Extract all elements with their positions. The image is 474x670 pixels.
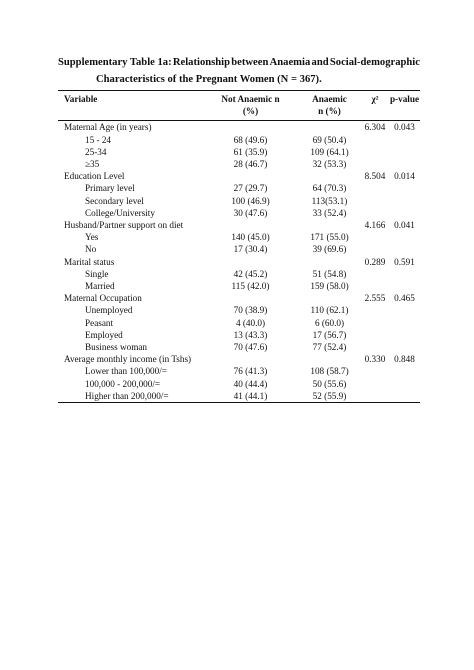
- cell-not-anaemic: 100 (46.9): [231, 195, 270, 206]
- cell-not-anaemic: [203, 353, 298, 365]
- cell-anaemic: [298, 353, 361, 365]
- table-row: [58, 195, 420, 207]
- table-row: [58, 304, 420, 316]
- table-row: [58, 134, 420, 146]
- cell-chi-square: [361, 207, 389, 219]
- cell-chi-square: 0.289: [364, 256, 386, 267]
- cell-anaemic: 6 (60.0): [314, 317, 345, 328]
- cell-variable: 100,000 - 200,000/=: [85, 378, 161, 389]
- cell-variable: Marital status: [64, 256, 115, 267]
- cell-chi-square: [361, 268, 389, 280]
- table-group-row: [58, 292, 420, 304]
- table-group-row: [58, 353, 420, 365]
- cell-not-anaemic: 28 (46.7): [233, 159, 268, 170]
- caption-word: Social-demographic: [329, 57, 420, 68]
- cell-variable: Single: [85, 268, 109, 279]
- header-anaemic: [298, 91, 361, 121]
- cell-chi-square: [361, 231, 389, 243]
- table-body: [58, 121, 420, 403]
- cell-not-anaemic: 61 (35.9): [233, 146, 268, 157]
- cell-chi-square: [361, 365, 389, 377]
- cell-p-value: [389, 182, 420, 194]
- cell-not-anaemic: 17 (30.4): [233, 244, 268, 255]
- cell-p-value: 0.465: [394, 293, 415, 304]
- cell-anaemic: 64 (70.3): [312, 183, 347, 194]
- cell-chi-square: 2.555: [364, 293, 386, 304]
- header-not-anaemic-line2: (%): [242, 106, 259, 117]
- cell-anaemic: [298, 121, 361, 134]
- cell-chi-square: 6.304: [364, 122, 386, 133]
- cell-chi-square: [361, 329, 389, 341]
- cell-variable: Unemployed: [85, 305, 133, 316]
- cell-chi-square: [361, 195, 389, 207]
- cell-p-value: [389, 158, 420, 170]
- cell-variable: Yes: [85, 232, 99, 243]
- cell-variable: Maternal Age (in years): [64, 122, 152, 133]
- cell-not-anaemic: 42 (45.2): [233, 268, 268, 279]
- cell-p-value: [389, 195, 420, 207]
- table-row: [58, 341, 420, 353]
- cell-variable: 15 - 24: [85, 134, 112, 145]
- table-row: [58, 182, 420, 194]
- cell-chi-square: [361, 341, 389, 353]
- caption-word: Relationship: [172, 57, 230, 68]
- cell-p-value: 0.848: [394, 354, 415, 365]
- cell-chi-square: [361, 317, 389, 329]
- cell-anaemic: 50 (55.6): [312, 378, 347, 389]
- cell-anaemic: 33 (52.4): [312, 207, 347, 218]
- cell-not-anaemic: [203, 219, 298, 231]
- cell-not-anaemic: [203, 292, 298, 304]
- header-not-anaemic-line1: Not Anaemic n: [221, 94, 280, 104]
- cell-not-anaemic: 76 (41.3): [233, 366, 268, 377]
- cell-chi-square: [361, 182, 389, 194]
- cell-p-value: 0.591: [394, 256, 415, 267]
- table-row: [58, 207, 420, 219]
- cell-anaemic: 39 (69.6): [312, 244, 347, 255]
- cell-variable: Lower than 100,000/=: [85, 366, 167, 377]
- header-not-anaemic: [203, 91, 298, 121]
- table-group-row: [58, 170, 420, 182]
- cell-variable: College/University: [85, 207, 155, 218]
- cell-anaemic: [298, 170, 361, 182]
- cell-not-anaemic: 27 (29.7): [233, 183, 268, 194]
- cell-p-value: [389, 329, 420, 341]
- cell-anaemic: [298, 256, 361, 268]
- caption-word: Anaemia: [269, 57, 311, 68]
- cell-variable: Business woman: [85, 342, 148, 353]
- cell-anaemic: 171 (55.0): [310, 232, 349, 243]
- cell-p-value: [389, 390, 420, 403]
- table-row: [58, 243, 420, 255]
- cell-anaemic: 52 (55.9): [298, 390, 361, 403]
- cell-anaemic: 32 (53.3): [312, 159, 347, 170]
- cell-anaemic: 17 (56.7): [312, 329, 347, 340]
- table-group-row: [58, 219, 420, 231]
- cell-p-value: [389, 134, 420, 146]
- cell-chi-square: [361, 158, 389, 170]
- cell-not-anaemic: 40 (44.4): [233, 378, 268, 389]
- cell-anaemic: 77 (52.4): [312, 342, 347, 353]
- table-group-row: [58, 121, 420, 134]
- cell-p-value: [389, 280, 420, 292]
- cell-chi-square: [361, 243, 389, 255]
- cell-not-anaemic: [203, 256, 298, 268]
- cell-variable: Maternal Occupation: [64, 293, 142, 304]
- cell-p-value: [389, 341, 420, 353]
- caption-word: and: [311, 57, 329, 68]
- table-row: [58, 365, 420, 377]
- cell-chi-square: 4.166: [364, 220, 386, 231]
- header-variable: Variable: [58, 91, 203, 121]
- cell-anaemic: 110 (62.1): [310, 305, 349, 316]
- cell-p-value: 0.041: [394, 220, 415, 231]
- cell-not-anaemic: [203, 170, 298, 182]
- cell-variable: No: [85, 244, 97, 255]
- caption-label: Supplementary Table 1a:: [58, 57, 172, 68]
- cell-variable: Secondary level: [85, 195, 144, 206]
- caption-line-1: [58, 54, 420, 71]
- cell-not-anaemic: 70 (47.6): [233, 342, 268, 353]
- cell-p-value: 0.043: [394, 122, 415, 133]
- table-row: [58, 317, 420, 329]
- cell-chi-square: 0.330: [364, 354, 386, 365]
- table-row: [58, 158, 420, 170]
- header-anaemic-line1: Anaemic: [312, 94, 347, 104]
- cell-p-value: [389, 304, 420, 316]
- cell-variable: ≥35: [85, 159, 100, 170]
- cell-p-value: [389, 231, 420, 243]
- table-row: [58, 268, 420, 280]
- cell-not-anaemic: [203, 121, 298, 134]
- caption-line-2: Characteristics of the Pregnant Women (N = 367).: [96, 74, 322, 85]
- cell-p-value: [389, 317, 420, 329]
- cell-p-value: [389, 146, 420, 158]
- cell-variable: 25-34: [85, 146, 107, 157]
- cell-not-anaemic: 68 (49.6): [233, 134, 268, 145]
- cell-p-value: [389, 378, 420, 390]
- cell-p-value: [389, 207, 420, 219]
- data-table: [58, 90, 420, 403]
- cell-p-value: 0.014: [394, 171, 415, 182]
- cell-anaemic: 113(53.1): [311, 195, 348, 206]
- caption-word: between: [231, 57, 269, 68]
- cell-chi-square: 8.504: [364, 171, 386, 182]
- cell-chi-square: [361, 304, 389, 316]
- table-row: [58, 280, 420, 292]
- cell-anaemic: [298, 219, 361, 231]
- table-row: [58, 390, 420, 403]
- header-row: [58, 91, 420, 121]
- cell-not-anaemic: 4 (40.0): [235, 317, 266, 328]
- header-anaemic-line2: n (%): [318, 106, 341, 117]
- cell-p-value: [389, 365, 420, 377]
- cell-p-value: [389, 243, 420, 255]
- header-chi-square: χ²: [361, 91, 389, 121]
- cell-not-anaemic: 41 (44.1): [203, 390, 298, 403]
- cell-chi-square: [361, 146, 389, 158]
- cell-variable: Husband/Partner support on diet: [64, 220, 184, 231]
- cell-variable: Primary level: [85, 183, 135, 194]
- table-row: [58, 329, 420, 341]
- cell-chi-square: [361, 378, 389, 390]
- cell-variable: Employed: [85, 329, 123, 340]
- header-p-value: p-value: [389, 91, 420, 121]
- cell-chi-square: [361, 280, 389, 292]
- table-row: [58, 146, 420, 158]
- table-row: [58, 231, 420, 243]
- cell-variable: Average monthly income (in Tshs): [64, 354, 192, 365]
- cell-not-anaemic: 30 (47.6): [233, 207, 268, 218]
- cell-p-value: [389, 268, 420, 280]
- cell-not-anaemic: 70 (38.9): [233, 305, 268, 316]
- table-row: [58, 378, 420, 390]
- cell-anaemic: [298, 292, 361, 304]
- cell-chi-square: [361, 390, 389, 403]
- cell-chi-square: [361, 134, 389, 146]
- cell-variable: Married: [85, 281, 115, 292]
- cell-variable: Education Level: [64, 171, 125, 182]
- cell-anaemic: 159 (58.0): [310, 281, 349, 292]
- table-header: [58, 91, 420, 121]
- cell-anaemic: 108 (58.7): [310, 366, 349, 377]
- cell-variable: Peasant: [85, 317, 114, 328]
- table-group-row: [58, 256, 420, 268]
- cell-variable: Higher than 200,000/=: [58, 390, 203, 403]
- table-caption: [58, 54, 420, 88]
- cell-not-anaemic: 13 (43.3): [233, 329, 268, 340]
- cell-not-anaemic: 115 (42.0): [231, 281, 270, 292]
- cell-anaemic: 51 (54.8): [312, 268, 347, 279]
- cell-anaemic: 69 (50.4): [312, 134, 347, 145]
- cell-anaemic: 109 (64.1): [310, 146, 349, 157]
- cell-not-anaemic: 140 (45.0): [231, 232, 270, 243]
